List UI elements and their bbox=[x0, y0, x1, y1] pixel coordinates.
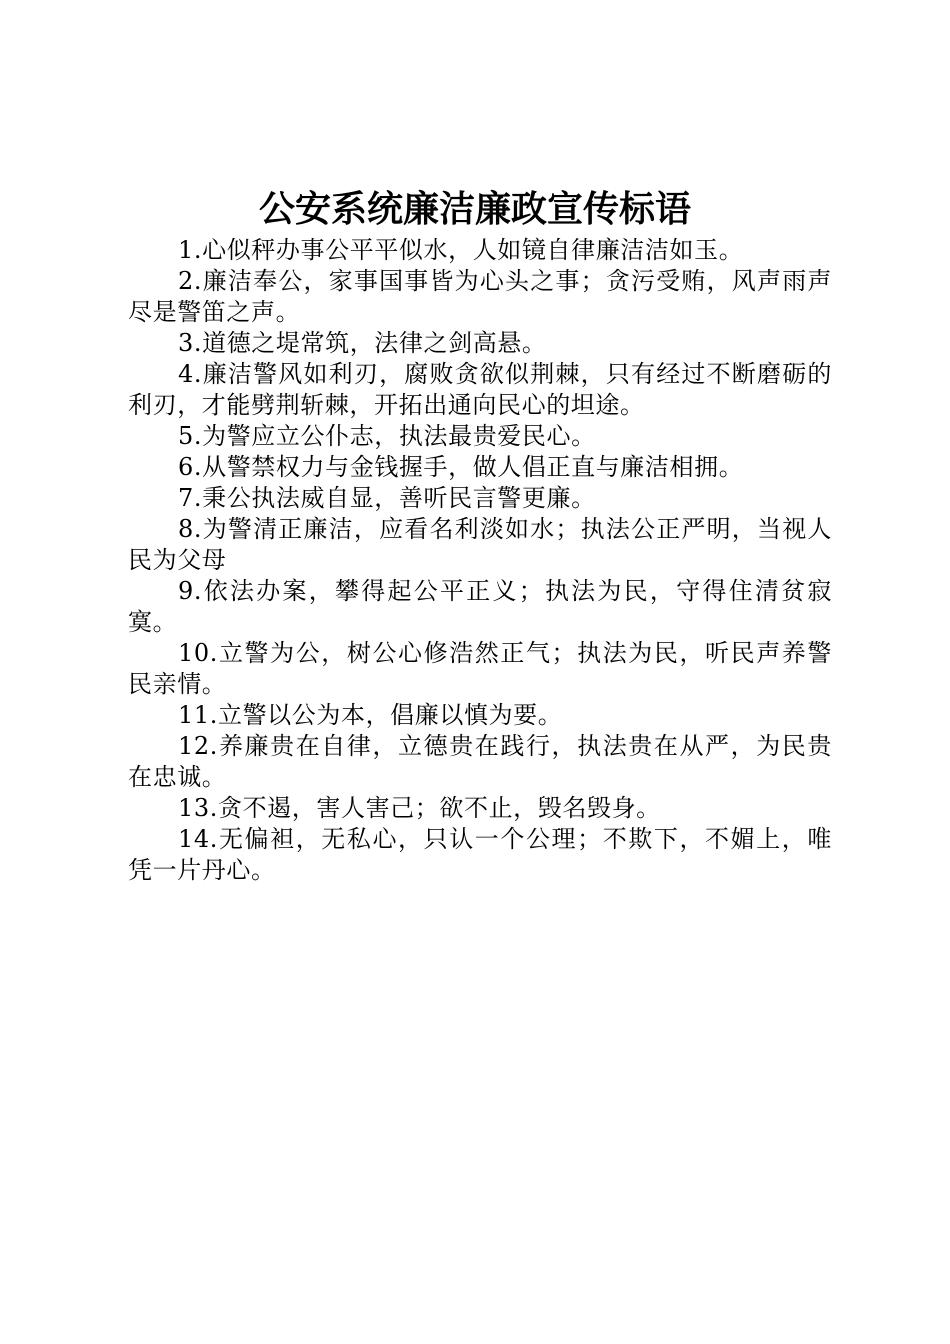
slogan-item-9: 9.依法办案，攀得起公平正义；执法为民，守得住清贫寂寞。 bbox=[128, 577, 832, 636]
slogan-item-4: 4.廉洁警风如利刃，腐败贪欲似荆棘，只有经过不断磨砺的利刃，才能劈荆斩棘，开拓出通向民心的坦途。 bbox=[128, 360, 832, 419]
slogan-item-6: 6.从警禁权力与金钱握手，做人倡正直与廉洁相拥。 bbox=[178, 453, 744, 481]
slogan-item-14: 14.无偏袒，无私心，只认一个公理；不欺下，不媚上，唯凭一片丹心。 bbox=[128, 825, 832, 884]
slogan-item-1: 1.心似秤办事公平平似水，人如镜自律廉洁洁如玉。 bbox=[178, 236, 744, 264]
slogan-item-5: 5.为警应立公仆志，执法最贵爱民心。 bbox=[178, 422, 596, 450]
document-title: 公安系统廉洁廉政宣传标语 bbox=[258, 188, 691, 230]
slogan-item-2: 2.廉洁奉公，家事国事皆为心头之事；贪污受贿，风声雨声尽是警笛之声。 bbox=[128, 267, 832, 326]
slogan-item-11: 11.立警以公为本，倡廉以慎为要。 bbox=[178, 701, 563, 729]
slogan-item-12: 12.养廉贵在自律，立德贵在践行，执法贵在从严，为民贵在忠诚。 bbox=[128, 732, 832, 791]
slogan-item-3: 3.道德之堤常筑，法律之剑高悬。 bbox=[178, 329, 547, 357]
slogan-item-13: 13.贪不遏，害人害己；欲不止，毁名毁身。 bbox=[178, 794, 661, 822]
slogan-item-8: 8.为警清正廉洁，应看名利淡如水；执法公正严明，当视人民为父母 bbox=[128, 515, 832, 574]
slogan-item-7: 7.秉公执法威自显，善听民言警更廉。 bbox=[178, 484, 596, 512]
slogan-list bbox=[128, 235, 832, 886]
slogan-item-10: 10.立警为公，树公心修浩然正气；执法为民，听民声养警民亲情。 bbox=[128, 639, 832, 698]
